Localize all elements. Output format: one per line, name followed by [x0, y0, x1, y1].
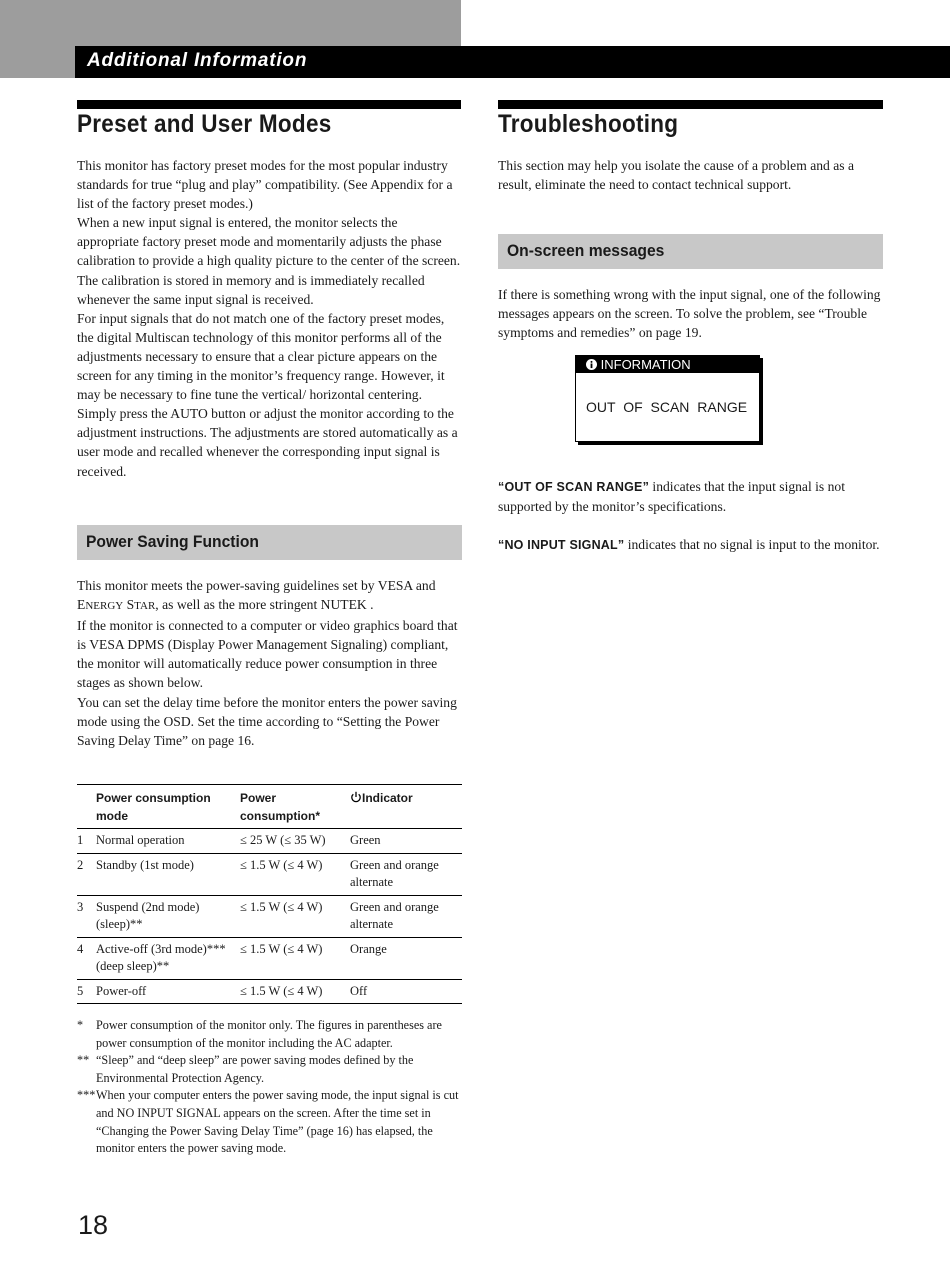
- paragraph: For input signals that do not match one of the factory preset modes, the digital Multiscan technology of this monitor performs all of the adjustments necessary to ensure that a clear picture appears on the screen for any timing in the monitor’s frequency range. However, it may be necessary to fine tune the vertical/ horizontal centering. Simply press the AUTO button or adjust the monitor according to the adjustment instructions. The adjustments are stored automatically as a user mode and recalled whenever the corresponding input signal is received.: [77, 310, 458, 479]
- no-input-signal-description: “NO INPUT SIGNAL” indicates that no signal is input to the monitor.: [498, 537, 880, 552]
- power-saving-body: [77, 576, 461, 750]
- onscreen-messages-heading-bar: [498, 234, 883, 269]
- paragraph: This monitor has factory preset modes for the most popular industry standards for true “plug and play” compatibility. (See Appendix for a list of the factory preset modes.): [77, 158, 453, 212]
- power-saving-heading-bar: [77, 525, 462, 560]
- left-title-rule: [77, 100, 461, 109]
- section-header-bar: [75, 46, 950, 78]
- preset-user-modes-title: Preset and User Modes: [77, 110, 332, 138]
- footnote: ** “Sleep” and “deep sleep” are power saving modes defined by the Environmental Protection Agency.: [77, 1053, 414, 1085]
- section-title: Additional Information: [87, 50, 308, 71]
- power-consumption-table: [77, 784, 462, 1004]
- table-row: 1 Normal operation ≤ 25 W (≤ 35 W) Green: [77, 829, 462, 854]
- footnote: *** When your computer enters the power saving mode, the input signal is cut and NO INPUT SIGNAL appears on the screen. After the time set in “Changing the Power Saving Delay Time” (page 16) has elapsed, the monitor enters the power saving mode.: [77, 1088, 459, 1156]
- paragraph: When a new input signal is entered, the monitor selects the appropriate factory preset mode and momentarily adjusts the phase calibration to provide a high quality picture to the center of the screen. The calibration is stored in memory and is immediately recalled whenever the same input signal is received.: [77, 215, 461, 307]
- table-row: 2 Standby (1st mode) ≤ 1.5 W (≤ 4 W) Green and orange alternate: [77, 853, 462, 895]
- information-message: OUT OF SCAN RANGE: [586, 399, 748, 415]
- troubleshooting-title: Troubleshooting: [498, 110, 679, 138]
- power-icon: [350, 791, 362, 805]
- header-indicator: Indicator: [350, 785, 462, 829]
- header-mode: Power consumption mode: [96, 785, 240, 829]
- table-footnotes: [77, 1017, 461, 1158]
- footnote: * Power consumption of the monitor only. The figures in parentheses are power consumption of the monitor including the AC adapter.: [77, 1018, 442, 1050]
- header-power: Power consumption*: [240, 785, 350, 829]
- out-of-scan-range-description: “OUT OF SCAN RANGE” indicates that the input signal is not supported by the monitor’s specifications.: [498, 479, 845, 515]
- preset-modes-body: [77, 156, 461, 481]
- onscreen-messages-body: If there is something wrong with the input signal, one of the following messages appears on the screen. To solve the problem, see “Trouble symptoms and remedies” on page 19.: [498, 287, 881, 341]
- troubleshooting-intro: This section may help you isolate the cause of a problem and as a result, eliminate the need to contact technical support.: [498, 158, 854, 193]
- table-row: 4 Active-off (3rd mode)*** (deep sleep)** ≤ 1.5 W (≤ 4 W) Orange: [77, 937, 462, 979]
- onscreen-messages-heading: On-screen messages: [507, 241, 665, 260]
- table-row: 5 Power-off ≤ 1.5 W (≤ 4 W) Off: [77, 979, 462, 1004]
- information-header: INFORMATION: [576, 356, 759, 373]
- right-title-rule: [498, 100, 883, 109]
- table-header-row: [77, 785, 462, 829]
- paragraph: If the monitor is connected to a computer or video graphics board that is VESA DPMS (Display Power Management Signaling) compliant, the monitor will automatically reduce power consumption in three stages as shown below.: [77, 618, 458, 691]
- table-row: 3 Suspend (2nd mode) (sleep)** ≤ 1.5 W (≤ 4 W) Green and orange alternate: [77, 895, 462, 937]
- power-saving-heading: Power Saving Function: [86, 532, 259, 551]
- paragraph: You can set the delay time before the monitor enters the power saving mode using the OSD. Set the time according to “Setting the Power Saving Delay Time” on page 16.: [77, 694, 457, 748]
- page-number: 18: [78, 1210, 109, 1240]
- information-message-box: [575, 355, 760, 442]
- paragraph: This monitor meets the power-saving guidelines set by VESA and ENERGY STAR, as well as the more stringent NUTEK .: [77, 578, 436, 613]
- info-icon: [586, 357, 597, 372]
